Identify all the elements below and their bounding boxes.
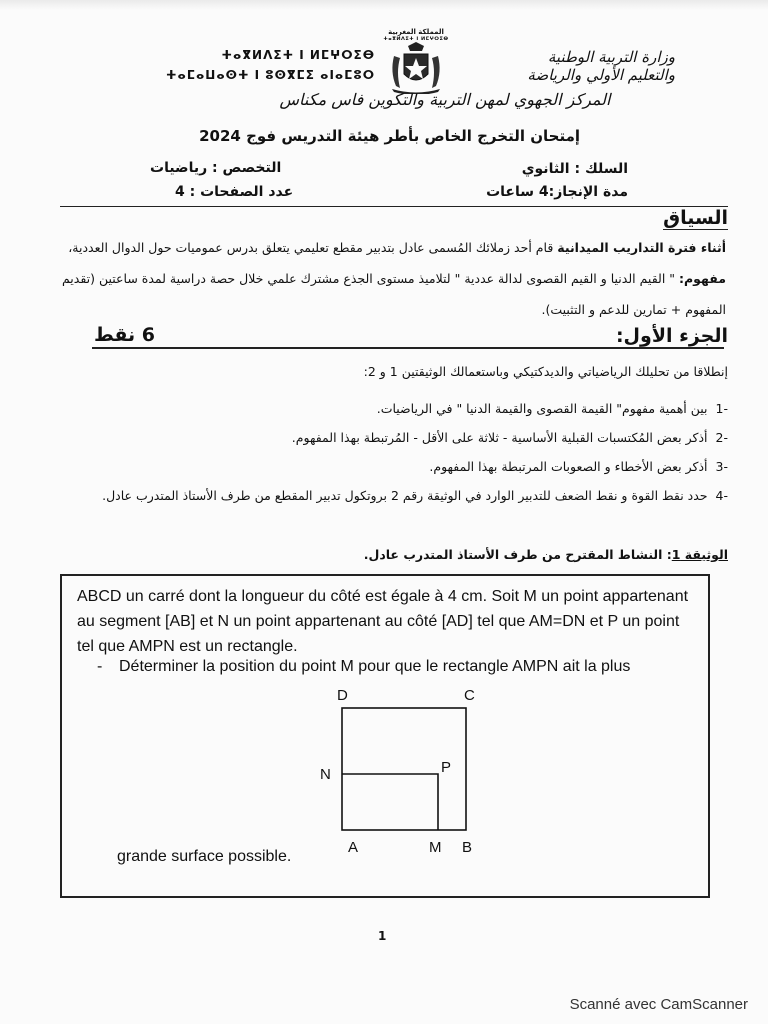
- question-number: -3: [715, 459, 728, 474]
- label-b: B: [462, 839, 473, 854]
- exercise-box: [60, 574, 710, 898]
- tifinagh-line-2: ⵜⴰⵎⴰⵡⴰⵙⵜ ⵏ ⵓⵙⴳⵎⵉ ⴰⵏⴰⵎⵓⵔ: [166, 68, 375, 82]
- context-text-2: " القيم الدنيا و القيم القصوى لدالة عددية " لتلاميذ مستوى الجذع مشترك علمي خلال حصة دراسية لمدة ساعتين (تقديم المفهوم + تمارين للدعم و التثبيت).: [61, 271, 726, 317]
- header-ministry: [460, 48, 675, 84]
- list-item: [56, 481, 728, 510]
- exercise-question-text: Déterminer la position du point M pour que le rectangle AMPN ait la plus: [119, 658, 631, 675]
- question-number: -1: [715, 401, 728, 416]
- page-number: 1: [378, 929, 387, 943]
- document1-description: : النشاط المقترح من طرف الأستاذ المتدرب عادل.: [363, 547, 672, 562]
- exercise-statement: ABCD un carré dont la longueur du côté est égale à 4 cm. Soit M un point appartenant au segment [AB] et N un point appartenant au côté [AD] tel que AM=DN et P un point tel que AMPN est un rectangle.: [77, 588, 689, 655]
- question-list: [56, 394, 728, 510]
- part1-intro: إنطلاقا من تحليلك الرياضياتي والديدكتيكي وباستعمالك الوثيقتين 1 و 2:: [363, 364, 728, 379]
- duration-info: مدة الإنجاز:4 ساعات: [486, 184, 628, 200]
- label-n: N: [320, 766, 331, 783]
- emblem-caption: المملكة المغربية: [388, 28, 444, 36]
- context-paragraph: [56, 232, 726, 325]
- part1-points: 6 نقط: [94, 324, 156, 346]
- scan-shadow: [0, 0, 768, 10]
- document1-title: [364, 547, 728, 562]
- part1-underline: [92, 347, 724, 349]
- regional-center-name: المركز الجهوي لمهن التربية والتكوين فاس مكناس: [279, 90, 611, 109]
- part1-title: الجزء الأول:: [615, 325, 728, 347]
- list-item: [56, 423, 728, 452]
- document1-label: الوثيقة 1: [671, 547, 728, 562]
- question-number: -4: [715, 488, 728, 503]
- context-title: السياق: [663, 207, 728, 229]
- question-text: بين أهمية مفهوم" القيمة القصوى والقيمة الدنيا " في الرياضيات.: [376, 401, 708, 416]
- emblem-caption-tifinagh: ⵜⴰⴳⵍⴷⵉⵜ ⵏ ⵍⵎⵖⵔⵉⴱ: [383, 36, 449, 42]
- coat-of-arms-icon: [386, 42, 446, 94]
- label-a: A: [348, 839, 359, 854]
- pages-info: عدد الصفحات : 4: [175, 184, 294, 200]
- label-c: C: [464, 687, 475, 704]
- list-item: [56, 452, 728, 481]
- question-text: أذكر بعض المُكتسبات القبلية الأساسية - ثلاثة على الأقل - المُرتبطة بهذا المفهوم.: [291, 430, 708, 445]
- question-number: -2: [715, 430, 728, 445]
- label-m: M: [429, 839, 442, 854]
- cycle-info: السلك : الثانوي: [521, 161, 628, 177]
- header-divider: [60, 206, 728, 207]
- bullet-dash: -: [97, 658, 103, 675]
- ministry-line-1: وزارة التربية الوطنية: [547, 48, 675, 66]
- header-tifinagh: [150, 48, 375, 82]
- square-figure: [312, 684, 492, 854]
- context-lead: أثناء فترة التداريب الميدانية: [557, 240, 726, 255]
- list-item: [56, 394, 728, 423]
- exam-title: إمتحان التخرج الخاص بأطر هيئة التدريس فوج 2024: [199, 127, 580, 145]
- label-d: D: [337, 687, 348, 704]
- exercise-question-end: grande surface possible.: [117, 848, 292, 865]
- rectangle-ampn: [342, 774, 438, 830]
- exercise-question: [97, 658, 697, 676]
- concept-label: مفهوم:: [679, 271, 726, 286]
- label-p: P: [441, 759, 452, 776]
- question-text: حدد نقط القوة و نقط الضعف للتدبير الوارد في الوثيقة رقم 2 بروتكول تدبير المقطع من طرف الأستاذ المتدرب عادل.: [102, 488, 708, 503]
- scanner-watermark: Scanné avec CamScanner: [569, 996, 748, 1013]
- royal-emblem: [376, 28, 456, 98]
- specialty-info: التخصص : رياضيات: [150, 160, 282, 176]
- context-text: قام أحد زملائك المُسمى عادل بتدبير مقطع تعليمي يتعلق بدرس عموميات حول الدوال العددية،: [68, 240, 558, 255]
- tifinagh-line-1: ⵜⴰⴳⵍⴷⵉⵜ ⵏ ⵍⵎⵖⵔⵉⴱ: [221, 48, 375, 62]
- question-text: أذكر بعض الأخطاء و الصعوبات المرتبطة بهذا المفهوم.: [429, 459, 708, 474]
- ministry-line-2: والتعليم الأولي والرياضة: [527, 66, 675, 84]
